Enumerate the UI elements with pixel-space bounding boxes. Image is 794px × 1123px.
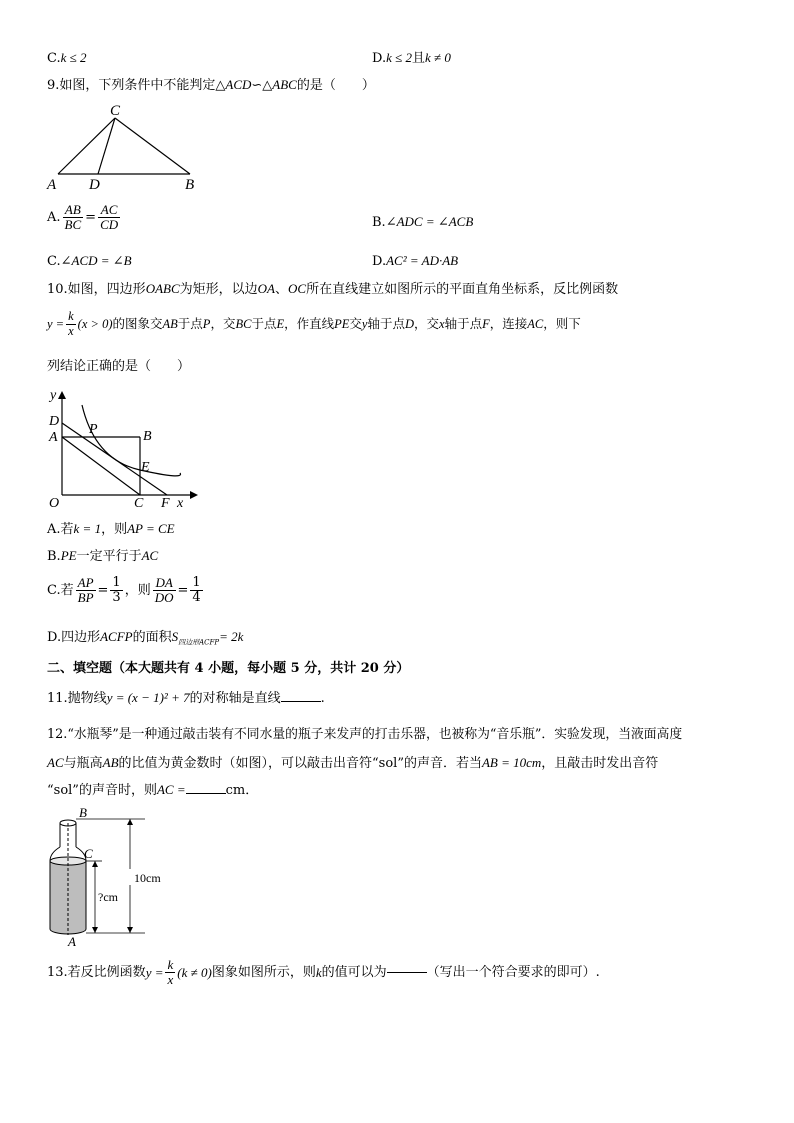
q12-label-b: B (79, 805, 87, 820)
q10-label-e: E (141, 460, 150, 475)
q10-label-d: D (49, 414, 60, 429)
q10-label-f: F (161, 496, 170, 510)
q10-option-d: D.四边形ACFP的面积$S_{四边形ACFP}= 2k$ (47, 629, 244, 647)
q9-option-c: C.∠ACD = ∠B (47, 253, 132, 269)
q10-label-o: O (49, 496, 60, 510)
q12-label-a: A (68, 934, 76, 949)
q12-label-c: C (84, 846, 93, 861)
q10-label-c: C (134, 496, 144, 510)
q10-label-p: P (89, 422, 98, 437)
q9-stem: 9.如图，下列条件中不能判定△ACD∽△ABC的是（ ） (47, 77, 375, 93)
q8-option-c: C.k ≤ 2 (47, 50, 87, 66)
q9-option-b: B.∠ADC = ∠ACB (372, 214, 474, 230)
q12-label-unknown: ?cm (98, 890, 118, 904)
section-2-header: 二、填空题（本大题共有 4 小题，每小题 5 分，共计 20 分） (47, 661, 410, 676)
q9-label-a: A (47, 177, 57, 193)
q12-answer-blank[interactable] (186, 793, 226, 794)
q9-option-d: D.AC² = AD·AB (372, 253, 459, 269)
q11-answer-blank[interactable] (281, 701, 321, 702)
q12-stem-line1: 12.“水瓶琴”是一种通过敲击装有不同水量的瓶子来发声的打击乐器，也被称为“音乐瓶”．实验发现，当液面高度 (47, 727, 683, 742)
q10-option-a: A.若k = 1，则AP = CE (47, 521, 175, 537)
q10-stem-line1: 10.如图，四边形OABC为矩形，以边OA、OC所在直线建立如图所示的平面直角坐标系，反比例函数 (47, 281, 619, 297)
q10-label-a: A (49, 430, 58, 445)
q10-stem-line2: y = $\frac{k}{x}$ (x > 0)的图象交AB于点P，交BC于点E，作直线PE交y轴于点D，交x轴于点F，连接AC，则下 (47, 309, 581, 338)
q12-label-height: 10cm (134, 871, 161, 885)
q10-option-c: C.若 $\frac{AP}{BP}$ = $\frac{1}{3}$ ，则 $\frac{DA}{DO}$ = $\frac{1}{4}$ (47, 575, 201, 606)
q8-option-d: D.k ≤ 2且k ≠ 0 (372, 50, 451, 66)
q13-stem: 13.若反比例函数y = $\frac{k}{x}$ (k ≠ 0)图象如图所示，则k的值可以为 （写出一个符合要求的即可）. (47, 957, 600, 988)
q10-label-y: y (50, 388, 57, 403)
q11-stem: 11.抛物线y = (x − 1)² + 7的对称轴是直线 . (47, 690, 325, 706)
q10-label-b: B (143, 429, 152, 444)
q9-label-d: D (89, 177, 100, 193)
q12-stem-line2: AC与瓶高AB的比值为黄金数时（如图），可以敲击出音符“sol”的声音．若当AB = 10cm，且敲击时发出音符 (47, 755, 659, 771)
q12-stem-line3: “sol”的声音时，则AC = cm． (47, 782, 259, 798)
q10-option-b: B.PE一定平行于AC (47, 548, 159, 564)
q10-label-x: x (177, 496, 184, 510)
q13-answer-blank[interactable] (387, 972, 427, 973)
q9-option-a: A. $\frac{AB}{BC}$ = $\frac{AC}{CD}$ (47, 202, 119, 233)
q9-label-b: B (185, 177, 195, 193)
q10-stem-line3: 列结论正确的是（ ） (47, 359, 191, 374)
q12-bottle-figure (40, 805, 200, 950)
q10-coordinate-figure (40, 385, 200, 510)
q9-label-c: C (110, 103, 121, 119)
q9-triangle-figure (40, 100, 210, 195)
